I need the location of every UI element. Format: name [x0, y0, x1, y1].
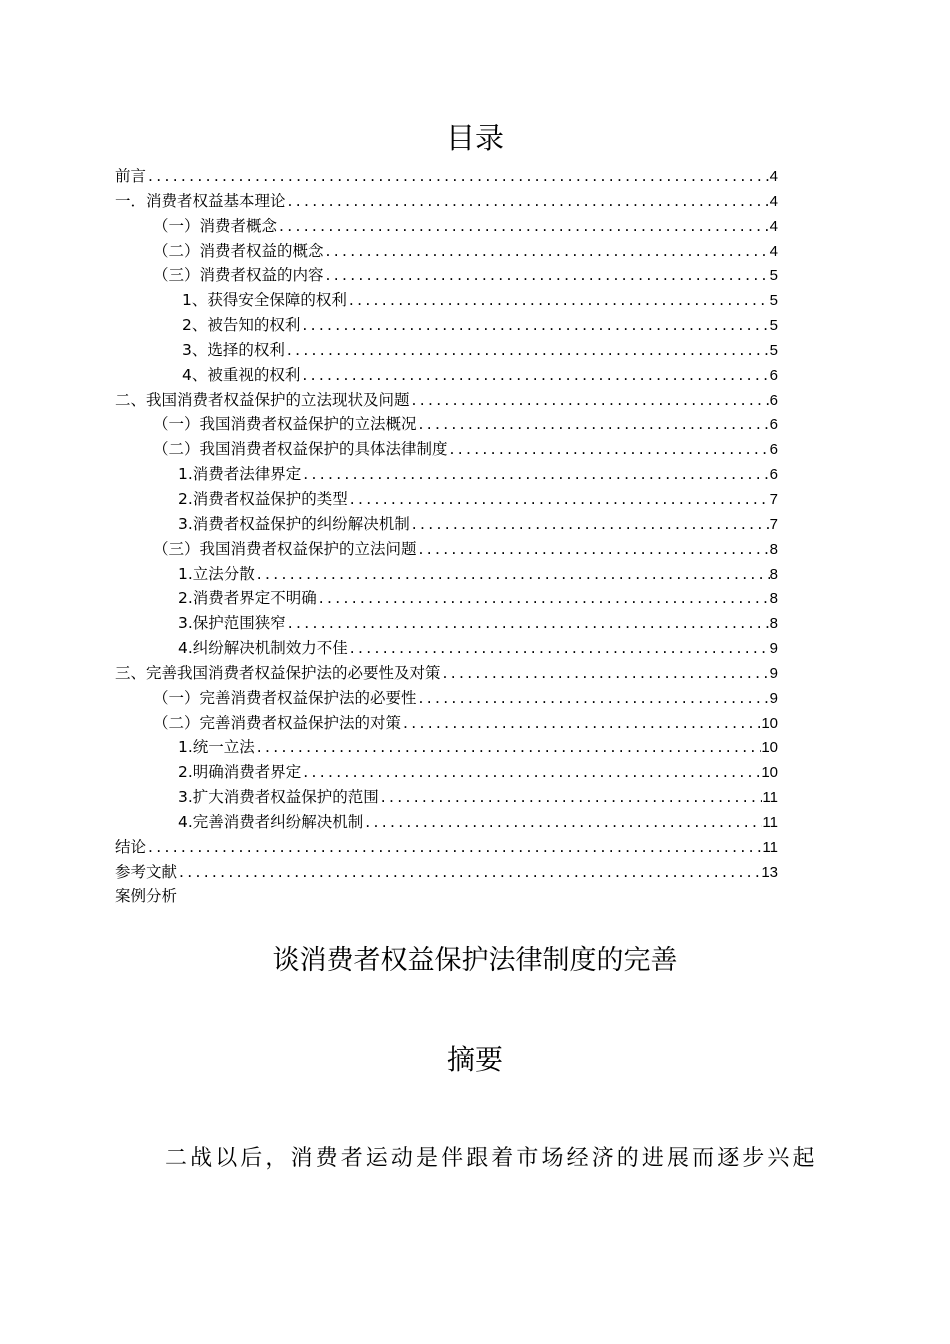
toc-entry[interactable] — [115, 313, 778, 338]
toc-entry[interactable] — [115, 388, 778, 413]
toc-entry[interactable] — [115, 363, 778, 388]
toc-dot-leader — [401, 711, 761, 736]
toc-page-number: 7 — [769, 515, 778, 533]
toc-dot-leader — [300, 363, 769, 388]
toc-entry-label: 二、我国消费者权益保护的立法现状及问题 — [115, 390, 410, 409]
toc-page-number: 11 — [762, 789, 778, 807]
toc-dot-leader — [410, 512, 770, 537]
toc-dot-leader — [417, 537, 770, 562]
toc-entry-label: 3.保护范围狭窄 — [178, 614, 286, 633]
abstract-heading: 摘要 — [446, 1043, 503, 1076]
toc-entry[interactable] — [115, 586, 778, 611]
toc-entry[interactable] — [115, 785, 778, 810]
toc-page-number: 7 — [769, 490, 778, 508]
toc-entry[interactable] — [115, 661, 778, 686]
toc-dot-leader — [301, 462, 769, 487]
toc-dot-leader — [177, 860, 761, 885]
abstract-text: 二战以后，消费者运动是伴跟着市场经济的进展而逐步兴起 — [165, 1146, 818, 1171]
toc-entry-label: （一）完善消费者权益保护法的必要性 — [153, 688, 417, 707]
toc-page-number: 9 — [769, 664, 778, 682]
toc-entry-label: （三）我国消费者权益保护的立法问题 — [153, 539, 417, 558]
toc-entry-label: 三、完善我国消费者权益保护法的必要性及对策 — [115, 663, 441, 682]
toc-entry-label: 3、选择的权利 — [182, 340, 285, 359]
toc-entry-label: 2、被告知的权利 — [182, 316, 301, 335]
toc-entry-label: （一）我国消费者权益保护的立法概况 — [153, 415, 417, 434]
toc-page-number: 4 — [769, 192, 778, 210]
toc-entry[interactable] — [115, 487, 778, 512]
toc-entry[interactable] — [115, 462, 778, 487]
toc-page-number: 10 — [761, 764, 778, 782]
toc-page-number: 5 — [769, 267, 778, 285]
toc-entry[interactable] — [115, 239, 778, 264]
toc-entry[interactable] — [115, 537, 778, 562]
toc-page-number: 8 — [769, 615, 778, 633]
toc-entry-label: 2.消费者权益保护的类型 — [178, 489, 348, 508]
toc-entry[interactable] — [115, 214, 778, 239]
toc-entry[interactable] — [115, 611, 778, 636]
toc-page-number: 5 — [769, 317, 778, 335]
toc-dot-leader — [317, 586, 770, 611]
toc-page-number: 8 — [769, 590, 778, 608]
toc-dot-leader — [348, 636, 770, 661]
toc-page-number: 5 — [769, 341, 778, 359]
table-of-contents — [115, 164, 778, 909]
toc-page-number: 8 — [769, 565, 778, 583]
toc-entry[interactable] — [115, 835, 778, 860]
toc-page-number: 13 — [761, 863, 778, 881]
toc-entry-label: （二）消费者权益的概念 — [153, 241, 324, 260]
toc-entry-label: （三）消费者权益的内容 — [153, 266, 324, 285]
document-title: 谈消费者权益保护法律制度的完善 — [272, 945, 678, 976]
toc-entry[interactable] — [115, 288, 778, 313]
toc-entry-label: （二）我国消费者权益保护的具体法律制度 — [153, 440, 448, 459]
toc-page-number: 11 — [762, 838, 778, 856]
toc-entry-label: 3.扩大消费者权益保护的范围 — [178, 788, 379, 807]
toc-entry-label: 前言 — [115, 167, 147, 185]
toc-entry-label: （一）消费者概念 — [153, 216, 278, 235]
toc-entry-label: 1.立法分散 — [178, 564, 255, 583]
toc-dot-leader — [448, 437, 770, 462]
toc-dot-leader — [379, 785, 763, 810]
toc-page-number: 4 — [769, 217, 778, 235]
toc-dot-leader — [286, 611, 770, 636]
toc-entry[interactable] — [115, 636, 778, 661]
toc-page-number: 8 — [769, 540, 778, 558]
toc-entry-label: 2.明确消费者界定 — [178, 763, 302, 782]
toc-entry[interactable] — [115, 760, 778, 785]
toc-dot-leader — [410, 388, 770, 413]
toc-entry[interactable] — [115, 686, 778, 711]
toc-page-number: 6 — [769, 466, 778, 484]
toc-page-number: 10 — [761, 739, 778, 757]
toc-entry[interactable] — [115, 164, 778, 189]
toc-dot-leader — [363, 810, 762, 835]
toc-entry[interactable] — [115, 263, 778, 288]
toc-page-number: 11 — [762, 813, 778, 831]
toc-entry-label: 一．消费者权益基本理论 — [115, 191, 286, 210]
toc-page-number: 4 — [769, 168, 778, 185]
toc-entry[interactable] — [115, 860, 778, 885]
toc-page-number: 6 — [769, 391, 778, 409]
toc-dot-leader — [441, 661, 770, 686]
toc-entry-label: 结论 — [115, 837, 147, 856]
toc-dot-leader — [324, 263, 770, 288]
toc-entry-label: 1.统一立法 — [178, 738, 255, 757]
toc-entry[interactable] — [115, 562, 778, 587]
toc-dot-leader — [255, 735, 762, 760]
toc-page-number: 9 — [769, 689, 778, 707]
toc-entry-label: 4.纠纷解决机制效力不佳 — [178, 639, 348, 658]
toc-entry-label: 案例分析 — [115, 887, 178, 906]
toc-entry-label: 2.消费者界定不明确 — [178, 589, 317, 608]
toc-dot-leader — [301, 760, 761, 785]
toc-entry[interactable] — [115, 735, 778, 760]
toc-entry-label: 3.消费者权益保护的纠纷解决机制 — [178, 514, 410, 533]
toc-page-number: 4 — [769, 242, 778, 260]
toc-dot-leader — [255, 562, 770, 587]
toc-page-number: 6 — [769, 366, 778, 384]
toc-page-number: 9 — [769, 640, 778, 658]
toc-page-number: 6 — [769, 416, 778, 434]
toc-entry[interactable] — [115, 884, 778, 909]
toc-entry-label: 1.消费者法律界定 — [178, 465, 302, 484]
toc-page-number: 5 — [769, 292, 778, 310]
toc-page-number: 10 — [761, 714, 778, 732]
toc-page-number: 6 — [769, 441, 778, 459]
toc-dot-leader — [285, 338, 770, 363]
toc-dot-leader — [277, 214, 770, 239]
toc-entry-label: 参考文献 — [115, 862, 178, 881]
toc-entry[interactable] — [115, 512, 778, 537]
toc-entry-label: （二）完善消费者权益保护法的对策 — [153, 713, 402, 732]
toc-entry[interactable] — [115, 711, 778, 736]
toc-title: 目录 — [445, 121, 504, 155]
toc-dot-leader — [300, 313, 769, 338]
toc-dot-leader — [324, 239, 770, 264]
toc-entry-label: 4.完善消费者纠纷解决机制 — [178, 812, 364, 831]
toc-entry[interactable] — [115, 810, 778, 835]
toc-dot-leader — [417, 412, 770, 437]
toc-dot-leader — [417, 686, 770, 711]
toc-entry[interactable] — [115, 189, 778, 214]
toc-dot-leader — [146, 835, 762, 860]
toc-dot-leader — [348, 487, 770, 512]
toc-dot-leader — [347, 288, 770, 313]
toc-dot-leader — [286, 189, 770, 214]
toc-entry[interactable] — [115, 338, 778, 363]
toc-entry[interactable] — [115, 437, 778, 462]
toc-entry-label: 1、获得安全保障的权利 — [182, 291, 347, 310]
toc-entry-label: 4、被重视的权利 — [182, 365, 301, 384]
toc-entry[interactable] — [115, 412, 778, 437]
toc-dot-leader — [146, 164, 770, 189]
